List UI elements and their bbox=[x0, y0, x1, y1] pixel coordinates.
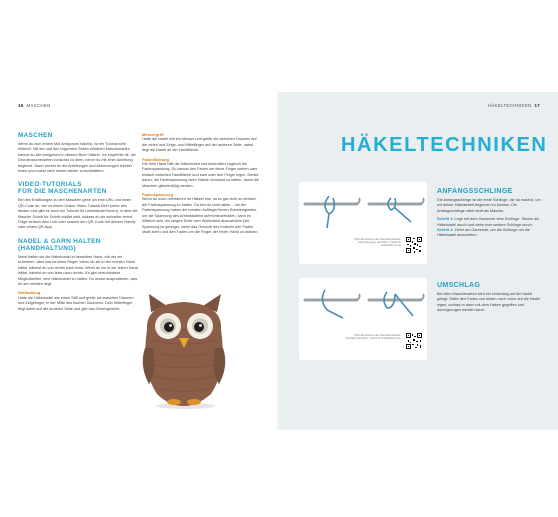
fadenfuehrung-heading: Fadenführung bbox=[142, 156, 169, 162]
umschlag-illustration bbox=[299, 278, 427, 328]
messergriff-text: Halte die Nadel wie ein Messer und greife sie zwischen Daumen auf der einen und Zeige- und Mittelfinger auf der anderen Seite, dabei liegt die Nadel an der Handfläche. bbox=[142, 137, 257, 153]
left-running-head: MASCHEN bbox=[26, 103, 51, 108]
anfangsschlinge-step-1 bbox=[437, 217, 541, 228]
umschlag-photo-panel bbox=[299, 278, 427, 360]
qr-caption-1: QR-Code scannen oder www.stitch.show/at-luftmasche-legen Link öffnen. Tutorial für Linkshänder*innen bbox=[354, 238, 401, 248]
stifthaltung-text: Halte die Häkelnadel wie einen Stift und greife sie zwischen Daumen und Zeigefinger, in der Mitte des flachen Daumens. Dein Mittelfinger liegt dabei auf der anderen Seite und gibt das Gleichgewicht. bbox=[18, 295, 134, 311]
umschlag-text: Bei allen Maschenarten wird ein Umschlag auf die Nadel gelegt. Dafür den Faden von hinten nach vorne auf die Nadel legen, sodass er dann mit dem Haken gegriffen und durchgezogen werden kann. bbox=[437, 292, 540, 313]
umschlag-heading: UMSCHLAG bbox=[437, 282, 481, 289]
step-1-label: Schritt 1: bbox=[437, 217, 454, 222]
chapter-title: HÄKELTECHNIKEN bbox=[341, 134, 548, 156]
anfangsschlinge-illustration bbox=[299, 182, 427, 232]
step-1-text: Lege mit dem Garnende eine Schlinge. Stecke die Häkelnadel durch und ziehe eine weitere Schlinge durch. bbox=[437, 217, 540, 227]
video-heading-line-1: VIDEO-TUTORIALS bbox=[18, 181, 82, 189]
nadel-text: Meist halten wir die Häkelnadel in derselben Hand, mit der wir schreiben, aber das ist keine Regel. Wenn du sie in der rechten Hand hältst, häkelst du von rechts nach links. Wenn du sie in der linken Hand hältst, häkelst du von links nach rechts. Es gibt verschiedene Möglichkeiten, eine Häkelnadel zu halten. Du musst ausprobieren, was dir am meisten liegt. bbox=[18, 254, 138, 286]
video-heading-line-2: FÜR DIE MASCHENARTEN bbox=[18, 188, 107, 196]
book-spread bbox=[0, 92, 558, 430]
fadenfuehrung-text: Die freie Hand hält die Häkelarbeit und kontrolliert zugleich die Fadenspannung. Du kannst den Faden um deine Finger weben oder einfach zwischen Handfläche und zwei oder drei Finger legen. Denke daran, die Fadenspannung beim Häkeln konstant zu halten, damit die Maschen gleichmäßig werden. bbox=[142, 162, 259, 188]
maschen-heading: MASCHEN bbox=[18, 132, 53, 139]
right-page bbox=[279, 92, 558, 430]
stifthaltung-heading: Stifthaltung bbox=[18, 290, 41, 296]
video-text: Bei den Erklärungen zu den Maschen gebe ich eine URL und einen QR-Code an, der zu einem Online-Video-Tutorial führt (unter den beiden Link gibt es auch ein Tutorial für Linkshänder*innen), in dem die Masche Schritt für Schritt erklärt wird, sodass du sie schneller lernst. Folge einfach dem Link oder scanne den QR-Code mit deinem Handy oder einem QR-App. bbox=[18, 198, 138, 230]
left-page bbox=[0, 92, 279, 430]
nadel-heading-line-1: NADEL & GARN HALTEN bbox=[18, 237, 101, 245]
right-folio bbox=[488, 103, 540, 108]
anfangsschlinge-section bbox=[437, 188, 541, 242]
fadenspannung-text: Wenn du noch unerfahren im Häkeln bist, ist es gar nicht so einfach, die Fadenspannung zu halten. Da bist du nicht allein – mit der Fadenspannung haben die meisten Anfänger*innen Schwierigkeiten, um die Spannung des Arbeitsfadens aufrechtzuerhalten, kann es hilfreich sein, ein langes Ende vom Wollknäuel abzuwickeln (die Spannung ist geringer, wenn das Gewicht des Knäuels den Faden straff zieht) und den Faden um die Finger der freien Hand zu wickeln. bbox=[142, 197, 259, 234]
qr-code-1-icon[interactable] bbox=[405, 236, 423, 254]
left-folio bbox=[18, 103, 51, 108]
anfangsschlinge-text: Die Anfangsschlinge ist die erste Schlinge, die du machst, um mit deiner Häkelarbeit beginnen zu können. Die Anfangsschlinge zählt nicht als Masche. bbox=[437, 198, 541, 213]
video-tutorials-heading bbox=[18, 181, 138, 195]
qr-caption-2: QR-Code scannen oder www.stitch.show/at-umschlag Link öffnen. Tutorial für Linkshänder*innen bbox=[345, 334, 401, 341]
right-page-number: 17 bbox=[534, 103, 540, 108]
nadel-garn-heading bbox=[18, 238, 138, 252]
maschen-text: Wenn du zum ersten Mal Amigurumi häkelst, ist ein Tutorial sehr hilfreich. Mit den auf den folgenden Seiten erklärten Maschenarten kannst du alle Amigurumi in diesem Buch häkeln. Ich empfehle dir, die Grundmaschenarten zunächst zu üben, bevor du mit einer Anleitung beginnst. Dann kannst du die Anleitungen und Abkürzungen leichter lesen und musst nicht immer wieder zurückblättern. bbox=[18, 142, 136, 174]
nadel-heading-line-2: (HANDHALTUNG) bbox=[18, 244, 77, 252]
step-2-label: Schritt 2: bbox=[437, 228, 454, 233]
right-running-head: HÄKELTECHNIKEN bbox=[487, 103, 532, 108]
qr-code-2-icon[interactable] bbox=[405, 332, 423, 350]
anfangsschlinge-heading: ANFANGSSCHLINGE bbox=[437, 188, 513, 195]
step-2-text: Ziehe am Garnende, um die Schlinge um die Häkelnadel anzuziehen. bbox=[437, 228, 530, 238]
umschlag-section bbox=[437, 282, 541, 317]
fadenspannung-heading: Fadenspannung bbox=[142, 192, 173, 198]
left-column-1 bbox=[18, 132, 138, 315]
left-column-2 bbox=[142, 132, 260, 238]
left-page-number: 16 bbox=[18, 103, 24, 108]
messergriff-heading: Messergriff bbox=[142, 132, 164, 137]
anfangsschlinge-step-2 bbox=[437, 228, 541, 239]
anfangsschlinge-photo-panel bbox=[299, 182, 427, 264]
crochet-owl-image bbox=[137, 290, 232, 410]
